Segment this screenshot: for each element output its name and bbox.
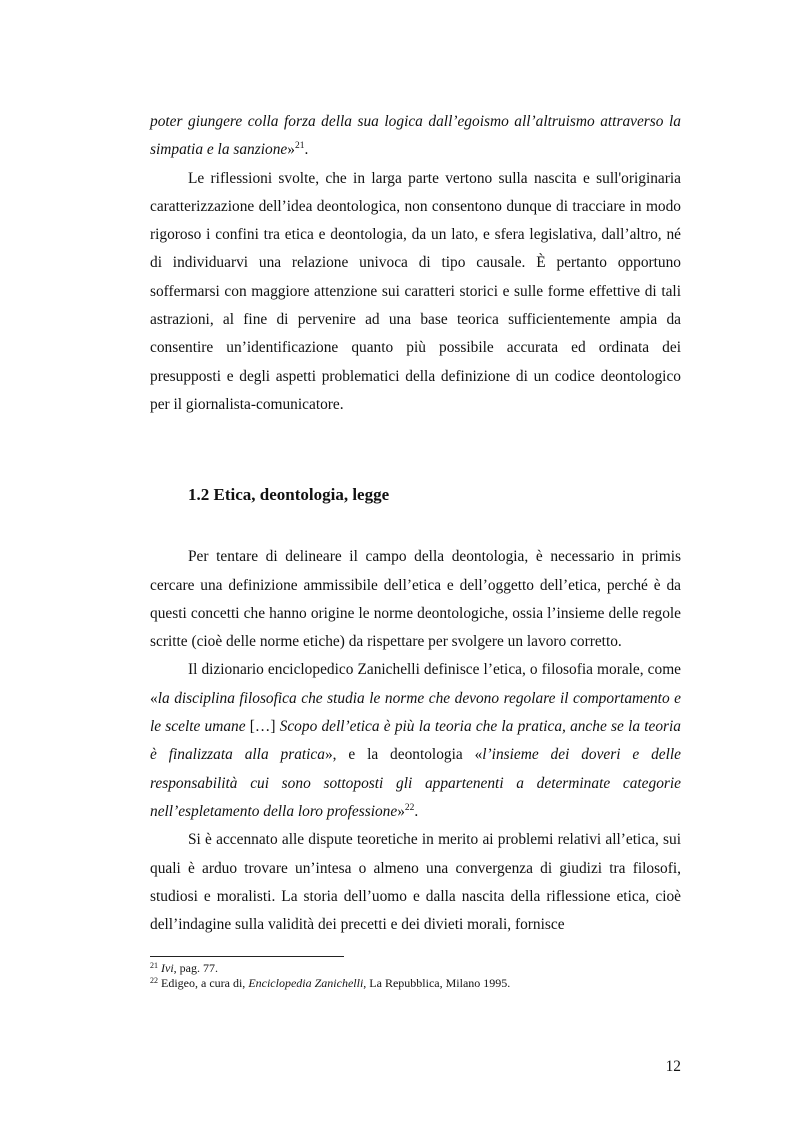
spacer [150, 506, 681, 543]
footnote-22 [150, 976, 681, 991]
paragraph-disputes: Si è accennato alle dispute teoretiche in merito ai problemi relativi all’etica, sui quali è arduo trovare un’intesa o almeno una convergenza di giudizi tra filosofi, studiosi e moralisti. La storia dell’uomo e dalla nascita della riflessione etica, cioè dell’indagine sulla validità dei precetti e dei divieti morali, fornisce [150, 831, 681, 934]
footnote-number: 21 [150, 961, 158, 970]
footnotes [150, 961, 681, 990]
quote-deontology: l’insieme dei doveri e delle responsabilità cui sono sottoposti gli appartenenti a determinate categorie nell’espletamento della loro professione [150, 746, 681, 820]
footnote-italic: Ivi [161, 961, 174, 975]
text-segment: Il dizionario enciclopedico Zanichelli definisce l’etica, o filosofia morale, come « [150, 661, 681, 707]
footnote-italic: Enciclopedia Zanichelli [248, 975, 364, 990]
quote-italic: poter giungere colla forza della sua logica dall’egoismo all’altruismo attraverso la simpatia e la sanzione [150, 113, 681, 159]
footnote-ref-22[interactable]: 22 [404, 802, 415, 813]
spacer [150, 419, 681, 484]
paragraph-continuation [150, 108, 681, 165]
period: . [304, 141, 309, 159]
paragraph-deontology-field: Per tentare di delineare il campo della deontologia, è necessario in primis cercare una definizione ammissibile dell’etica e dell’oggetto dell’etica, perché è da questi concetti che hanno origine le norme deontologiche, ossia l’insieme delle regole scritte (cioè delle norme etiche) da rispettare per svolgere un lavoro corretto. [150, 548, 681, 651]
section-heading: 1.2 Etica, deontologia, legge [188, 485, 390, 505]
quote-close: » [287, 141, 295, 159]
text-segment: […] [245, 718, 280, 736]
page-number: 12 [665, 1058, 681, 1075]
footnote-ref-21[interactable]: 21 [294, 141, 305, 152]
footnote-number: 22 [150, 975, 158, 985]
paragraph-reflections: Le riflessioni svolte, che in larga parte vertono sulla nascita e sull'originaria caratterizzazione dell’idea deontologica, non consentono dunque di tracciare in modo rigoroso i confini tra etica e deontologia, da un lato, e sfera legislativa, dall’altro, né di individuarvi una relazione univoca di tipo causale. È pertanto opportuno soffermarsi con maggiore attenzione sui caratteri storici e sulle forme effettive di tali astrazioni, al fine di pervenire ad una base teorica sufficientemente ampia da consentire un’identificazione quanto più possibile accurata ed ordinata dei presupposti e degli aspetti problematici della definizione di un codice deontologico per il giornalista-comunicatore. [150, 169, 681, 413]
period: . [414, 802, 419, 820]
footnote-text: , La Repubblica, Milano 1995. [363, 975, 511, 990]
text-segment: », e la deontologia « [324, 746, 483, 764]
footnote-21 [150, 961, 681, 976]
footnote-text: , pag. 77. [173, 961, 218, 975]
footnote-divider [150, 956, 344, 957]
footnote-text: Edigeo, a cura di, [158, 975, 249, 990]
quote-ethics: la disciplina filosofica che studia le norme che devono regolare il comportamento e le scelte umane [150, 689, 681, 736]
quote-ethics-purpose: Scopo dell’etica è più la teoria che la pratica, anche se la teoria è finalizzata alla pratica [150, 718, 682, 764]
text-segment: » [397, 802, 405, 820]
page-body [150, 108, 681, 939]
paragraph-dictionary-definition [150, 656, 681, 826]
